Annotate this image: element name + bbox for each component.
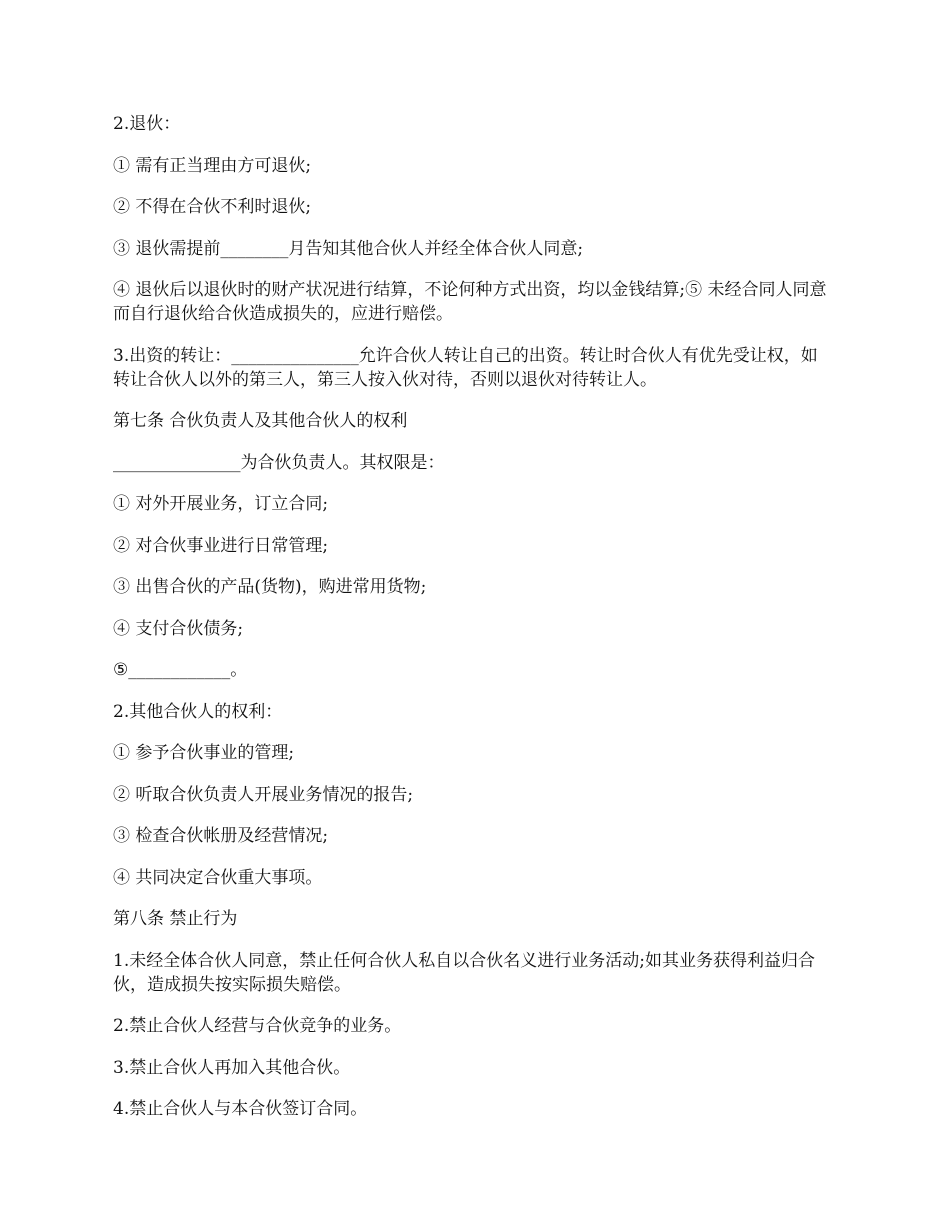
leader-right-1: ① 对外开展业务，订立合同; [113,494,329,514]
capital-transfer-clause: 3.出资的转让：_______________允许合伙人转让自己的出资。转让时合伙人有优先受让权，如转让合伙人以外的第三人，第三人按入伙对待，否则以退伙对待转让人。 [113,345,818,390]
withdrawal-item-2: ② 不得在合伙不利时退伙; [113,197,312,217]
leader-right-3: ③ 出售合伙的产品(货物)，购进常用货物; [113,577,427,597]
prohibition-4: 4.禁止合伙人与本合伙签订合同。 [113,1099,368,1119]
leader-right-4: ④ 支付合伙债务; [113,618,244,639]
partner-right-3: ③ 检查合伙帐册及经营情况; [113,826,329,846]
article-8-heading: 第八条 禁止行为 [113,909,238,929]
partner-leader-clause: _______________为合伙负责人。其权限是： [113,452,445,473]
withdrawal-heading: 2.退伙： [113,114,181,134]
leader-right-5: ⑤____________。 [113,660,248,680]
withdrawal-item-1: ① 需有正当理由方可退伙; [113,155,312,176]
withdrawal-item-4-5: ④ 退伙后以退伙时的财产状况进行结算，不论何种方式出资，均以金钱结算;⑤ 未经合同人同意而自行退伙给合伙造成损失的，应进行赔偿。 [113,280,827,324]
partner-right-2: ② 听取合伙负责人开展业务情况的报告; [113,784,414,805]
other-partners-heading: 2.其他合伙人的权利： [113,701,283,722]
partner-right-4: ④ 共同决定合伙重大事项。 [113,867,323,888]
partner-right-1: ① 参予合伙事业的管理; [113,743,295,763]
prohibition-2: 2.禁止合伙人经营与合伙竞争的业务。 [113,1016,402,1036]
prohibition-3: 3.禁止合伙人再加入其他合伙。 [113,1057,351,1078]
document-body [113,112,833,1139]
withdrawal-item-3: ③ 退伙需提前________月告知其他合伙人并经全体合伙人同意; [113,238,584,259]
article-7-heading: 第七条 合伙负责人及其他合伙人的权利 [113,411,408,431]
leader-right-2: ② 对合伙事业进行日常管理; [113,535,329,556]
prohibition-1: 1.未经全体合伙人同意，禁止任何合伙人私自以合伙名义进行业务活动;如其业务获得利益归合伙，造成损失按实际损失赔偿。 [113,950,815,995]
